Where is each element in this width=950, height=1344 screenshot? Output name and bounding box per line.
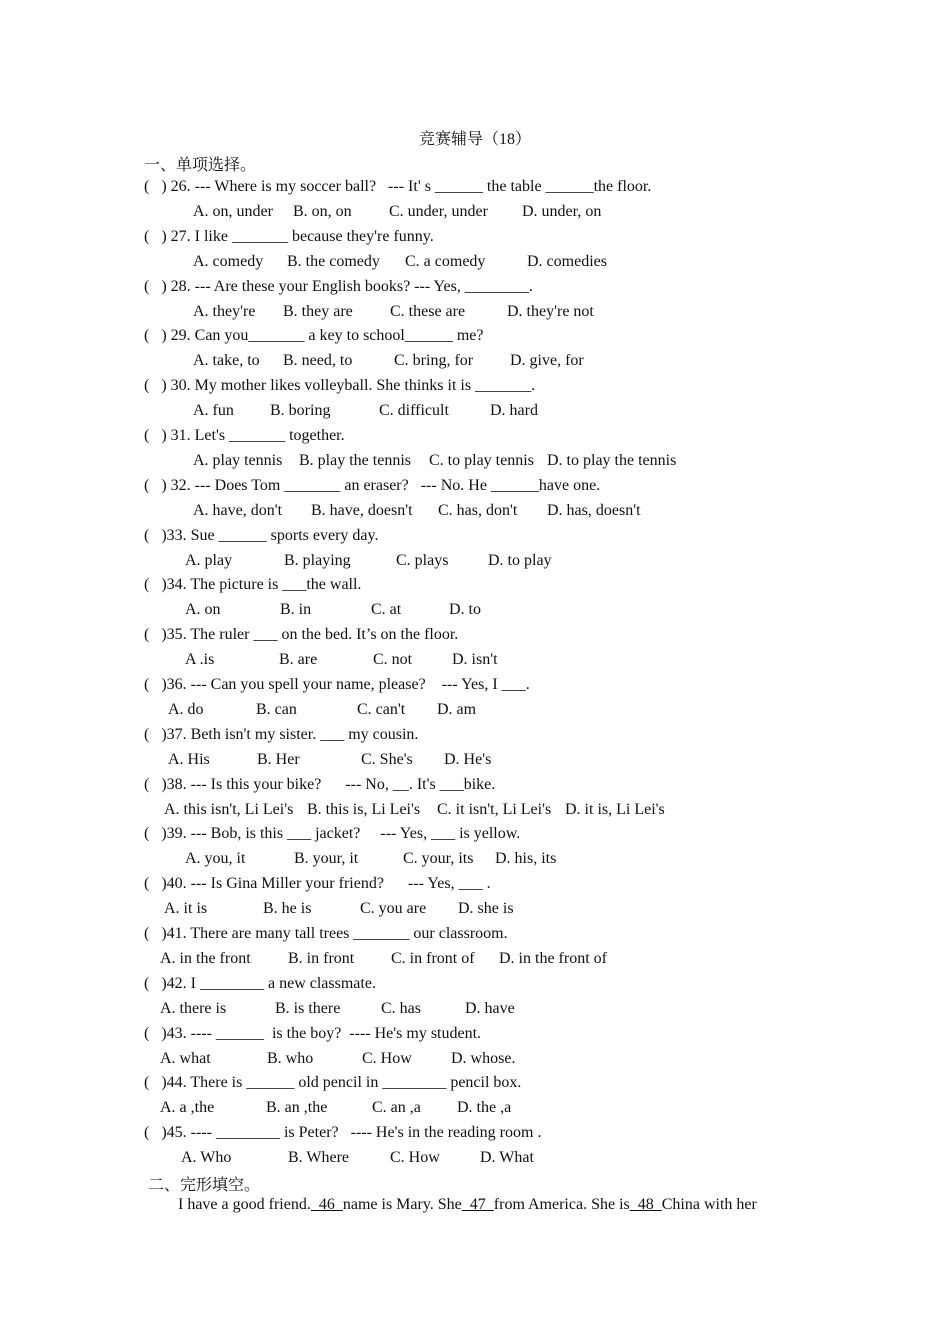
option-b: B. need, to (283, 352, 353, 370)
option-a: A. play (185, 551, 233, 569)
question-stem: ( )39. --- Bob, is this ___ jacket? --- Yes, ___ is yellow. (144, 825, 521, 843)
option-d: D. in the front of (499, 950, 607, 967)
option-a: A. do (168, 701, 204, 718)
option-c: C. She's (361, 750, 413, 768)
option-c: C. your, its (403, 850, 474, 868)
cloze-passage (178, 1196, 757, 1214)
option-b: B. is there (275, 999, 341, 1017)
question-stem: ( ) 26. --- Where is my soccer ball? --- It' s ______ the table ______the floor. (144, 178, 652, 195)
option-c: C. a comedy (405, 252, 486, 270)
question-stem: ( ) 31. Let's _______ together. (144, 427, 345, 444)
option-c: C. it isn't, Li Lei's (437, 800, 552, 818)
option-a: A. Who (181, 1149, 232, 1167)
option-c: C. bring, for (394, 352, 474, 370)
option-a: A. a ,the (160, 1099, 215, 1117)
option-c: C. under, under (389, 203, 488, 220)
option-b: B. in front (288, 950, 355, 967)
option-d: D. whose. (451, 1049, 516, 1067)
option-c: C. an ,a (372, 1099, 421, 1117)
option-a: A. it is (164, 900, 208, 918)
question-stem: ( )44. There is ______ old pencil in ________ pencil box. (144, 1074, 522, 1092)
option-b: B. on, on (293, 203, 352, 220)
passage-text: name is Mary. She (342, 1196, 462, 1213)
option-c: C. difficult (379, 402, 449, 420)
blank-46: 46 (310, 1196, 343, 1213)
option-a: A. you, it (185, 850, 246, 868)
option-c: C. can't (357, 701, 406, 718)
option-a: A. on (185, 601, 221, 619)
question-stem: ( ) 30. My mother likes volleyball. She thinks it is _______. (144, 377, 536, 395)
question-stem: ( )37. Beth isn't my sister. ___ my cousin. (144, 725, 419, 743)
question-stem: ( )41. There are many tall trees _______ our classroom. (144, 925, 508, 942)
option-b: B. he is (263, 900, 312, 918)
option-b: B. the comedy (287, 252, 380, 270)
option-a: A. His (168, 750, 210, 768)
option-a: A. there is (160, 999, 227, 1017)
option-b: B. in (280, 601, 312, 619)
option-b: B. Where (288, 1149, 350, 1167)
option-b: B. they are (283, 302, 353, 320)
option-b: B. this is, Li Lei's (307, 800, 421, 818)
option-c: C. to play tennis (429, 452, 534, 469)
option-d: D. under, on (522, 203, 602, 220)
option-d: D. have (465, 999, 515, 1017)
option-b: B. your, it (294, 850, 359, 868)
option-a: A. have, don't (193, 501, 283, 519)
option-d: D. it is, Li Lei's (565, 800, 665, 818)
option-c: C. How (362, 1049, 412, 1067)
question-stem: ( )34. The picture is ___the wall. (144, 576, 362, 594)
option-c: C. has (381, 999, 421, 1017)
option-a: A. what (160, 1049, 211, 1067)
option-b: B. who (267, 1049, 314, 1067)
question-stem: ( )33. Sue ______ sports every day. (144, 526, 379, 544)
option-d: D. has, doesn't (547, 501, 641, 519)
option-a: A. this isn't, Li Lei's (164, 800, 294, 818)
question-stem: ( )38. --- Is this your bike? --- No, __. It's ___bike. (144, 775, 496, 793)
option-b: B. Her (257, 750, 300, 768)
option-a: A. play tennis (193, 452, 283, 469)
option-a: A .is (185, 651, 215, 669)
option-c: C. plays (396, 551, 449, 569)
option-d: D. to (449, 601, 481, 619)
option-d: D. give, for (510, 352, 584, 370)
option-b: B. can (256, 701, 297, 718)
option-c: C. in front of (391, 950, 475, 967)
blank-48: 48 (629, 1196, 662, 1213)
option-d: D. to play (488, 551, 552, 569)
question-stem: ( ) 32. --- Does Tom _______ an eraser? --- No. He ______have one. (144, 476, 601, 494)
passage-text: from America. She is (493, 1196, 630, 1213)
option-a: A. fun (193, 402, 234, 420)
option-a: A. comedy (193, 252, 264, 270)
question-stem: ( ) 29. Can you_______ a key to school______ me? (144, 327, 484, 345)
option-b: B. have, doesn't (311, 501, 413, 519)
option-d: D. to play the tennis (547, 452, 677, 469)
blank-47: 47 (461, 1196, 494, 1213)
option-b: B. an ,the (266, 1099, 328, 1117)
option-d: D. they're not (507, 302, 594, 320)
option-d: D. hard (490, 402, 538, 420)
question-stem: ( ) 28. --- Are these your English books? --- Yes, ________. (144, 277, 533, 295)
option-c: C. How (390, 1149, 440, 1167)
option-d: D. his, its (495, 850, 557, 868)
option-d: D. the ,a (457, 1099, 512, 1117)
section-heading-cloze: 二、完形填空。 (148, 1177, 261, 1194)
option-c: C. has, don't (438, 501, 518, 519)
option-b: B. are (279, 651, 318, 669)
option-d: D. He's (444, 750, 492, 768)
option-d: D. comedies (527, 252, 607, 270)
question-stem: ( ) 27. I like _______ because they're funny. (144, 227, 434, 245)
question-stem: ( )35. The ruler ___ on the bed. It’s on the floor. (144, 626, 459, 644)
option-c: C. at (371, 601, 402, 619)
option-c: C. not (373, 651, 413, 669)
option-a: A. on, under (193, 203, 273, 220)
option-b: B. boring (270, 402, 331, 420)
option-d: D. am (437, 701, 477, 718)
option-a: A. take, to (193, 352, 260, 370)
option-b: B. play the tennis (299, 452, 411, 469)
option-d: D. she is (458, 900, 514, 918)
option-a: A. they're (193, 302, 256, 320)
option-a: A. in the front (160, 950, 251, 967)
option-d: D. What (480, 1149, 534, 1167)
question-stem: ( )43. ---- ______ is the boy? ---- He's my student. (144, 1024, 482, 1042)
question-stem: ( )40. --- Is Gina Miller your friend? --- Yes, ___ . (144, 875, 491, 893)
passage-text: China with her (661, 1196, 757, 1213)
question-stem: ( )45. ---- ________ is Peter? ---- He's in the reading room . (144, 1124, 542, 1142)
page-title: 竞赛辅导（18） (418, 131, 531, 148)
question-stem: ( )36. --- Can you spell your name, please? --- Yes, I ___. (144, 676, 530, 693)
question-stem: ( )42. I ________ a new classmate. (144, 974, 376, 992)
option-c: C. these are (390, 302, 466, 320)
section-heading-single-choice: 一、单项选择。 (144, 157, 257, 174)
option-b: B. playing (284, 551, 351, 569)
option-d: D. isn't (452, 651, 498, 669)
passage-text: I have a good friend. (178, 1196, 311, 1213)
option-c: C. you are (360, 900, 427, 918)
